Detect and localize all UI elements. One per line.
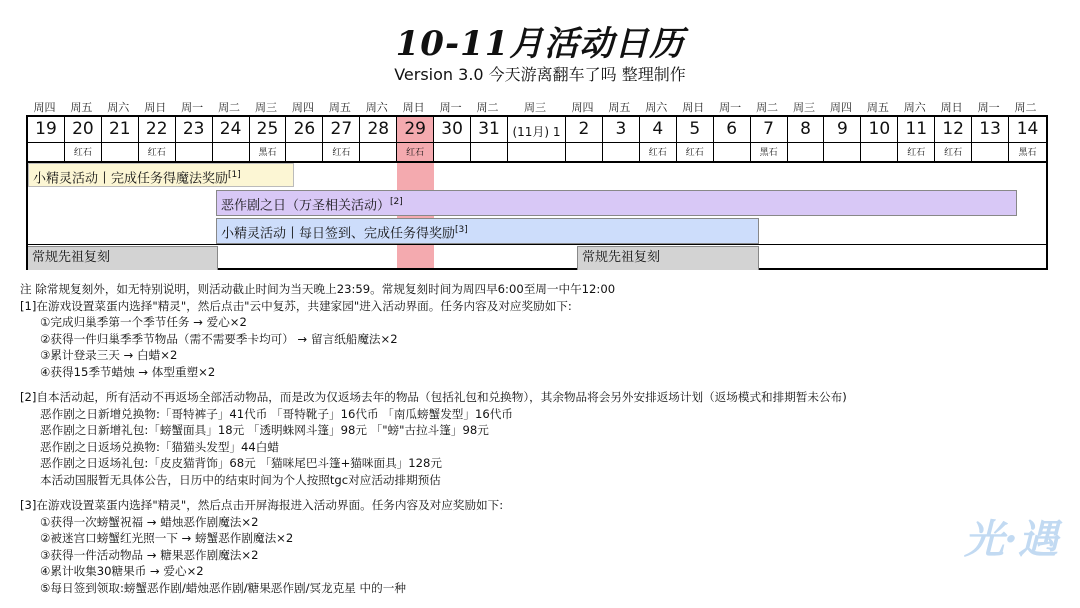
weekday-label: 周一	[977, 101, 1000, 114]
date-number: 2	[578, 119, 590, 139]
page-title: 10-11月活动日历	[395, 24, 685, 64]
note-1-item: ①完成归巢季第一个季节任务 → 爱心×2	[40, 315, 247, 329]
event-label: 常规先祖复刻	[32, 250, 111, 265]
date-number: 14	[1016, 119, 1039, 139]
date-number: 27	[330, 119, 353, 139]
note-1-item: ④获得15季节蜡烛 → 体型重塑×2	[40, 364, 216, 379]
event-label: 恶作剧之日（万圣相关活动）	[221, 198, 391, 214]
footnote-ref: [1]	[228, 170, 241, 180]
date-cell	[28, 117, 65, 161]
footnote-ref: [3]	[455, 225, 468, 235]
note-1-item: ②获得一件归巢季季节物品（需不需要季卡均可） → 留言纸船魔法×2	[40, 331, 398, 346]
date-number: 24	[219, 119, 242, 139]
event-label: 小精灵活动丨完成任务得魔法奖励	[33, 171, 229, 187]
date-number: 12	[942, 119, 964, 139]
date-cell	[434, 117, 471, 161]
date-cell	[824, 117, 861, 161]
note-3-item: ②被迷宫口螃蟹红光照一下 → 螃蟹恶作剧魔法×2	[40, 531, 294, 545]
date-number: 31	[478, 119, 500, 139]
stone-label: 红石	[944, 148, 963, 158]
date-number: 21	[108, 119, 131, 139]
date-cell	[286, 117, 323, 161]
note-2-item: 恶作剧之日新增礼包:「螃蟹面具」18元 「透明蛛网斗篷」98元 「"螃"古拉斗篷」98元	[40, 423, 489, 437]
date-number: 26	[293, 119, 316, 139]
date-number: 19	[35, 119, 57, 139]
date-number: 11	[905, 119, 928, 139]
date-cell	[250, 117, 287, 161]
row-divider	[28, 244, 1046, 245]
date-number: 8	[800, 119, 811, 139]
event-bar-elf-2	[216, 218, 759, 244]
date-cell	[566, 117, 603, 161]
date-cell	[898, 117, 935, 161]
event-bar-elf-1	[28, 163, 294, 187]
notes-intro: 注 除常规复刻外，如无特别说明，则活动截止时间为当天晚上23:59。常规复刻时间为周四早6:00至周一中午12:00	[20, 282, 616, 296]
notes-section	[20, 281, 1060, 596]
note-2-item: 恶作剧之日新增兑换物:「哥特裤子」41代币 「哥特靴子」16代币 「南瓜螃蟹发型」16代币	[40, 406, 513, 421]
date-cell	[677, 117, 714, 161]
date-cell	[935, 117, 972, 161]
date-number: 9	[837, 119, 848, 139]
note-2-item: 恶作剧之日返场兑换物:「猫猫头发型」44白蜡	[40, 439, 279, 454]
date-number: 30	[441, 119, 463, 139]
stone-label: 红石	[406, 148, 425, 158]
note-3-item: ③获得一件活动物品 → 糖果恶作剧魔法×2	[40, 547, 259, 562]
note-2-item: 本活动国服暂无具体公告，日历中的结束时间为个人按照tgc对应活动排期预估	[40, 472, 441, 487]
date-number: 5	[689, 119, 701, 139]
date-cell	[603, 117, 640, 161]
weekday-label: 周三	[792, 101, 815, 114]
date-cell	[360, 117, 397, 161]
stone-label: 红石	[73, 148, 92, 158]
date-number: 10	[868, 119, 891, 139]
note-3-item: ⑤每日签到领取:螃蟹恶作剧/蜡烛恶作剧/糖果恶作剧/冥龙克星 中的一种	[40, 580, 406, 595]
date-cell	[640, 117, 677, 161]
stone-label: 红石	[685, 148, 704, 158]
date-number: 29	[404, 119, 426, 139]
weekday-label: 周日	[940, 101, 963, 114]
date-number: 13	[979, 119, 1001, 139]
stone-label: 红石	[907, 148, 926, 158]
weekday-label: 周二	[1014, 101, 1037, 114]
date-cell	[1009, 117, 1046, 161]
date-number: 28	[367, 119, 390, 139]
weekday-label: 周一	[719, 101, 742, 114]
date-number: 25	[256, 119, 279, 139]
weekday-label: 周五	[866, 101, 889, 114]
date-cell	[323, 117, 360, 161]
date-number: 3	[615, 119, 627, 139]
weekday-label: 周日	[402, 101, 425, 114]
stone-label: 红石	[147, 148, 166, 158]
weekday-label: 周二	[218, 101, 241, 114]
weekday-label: 周五	[70, 101, 93, 114]
stone-label: 红石	[648, 148, 667, 158]
date-cell	[861, 117, 898, 161]
weekday-label: 周六	[107, 101, 130, 114]
date-cell	[397, 117, 434, 161]
weekday-label: 周日	[144, 101, 167, 114]
note-3-item: ④累计收集30糖果币 → 爱心×2	[40, 564, 204, 578]
note-3-title: [3]在游戏设置菜蛋内选择"精灵"，然后点击开屏海报进入活动界面。任务内容及对应奖励如下:	[20, 498, 504, 512]
weekday-label: 周日	[682, 101, 705, 114]
watermark-logo: 光·遇	[964, 516, 1058, 563]
date-cell	[471, 117, 508, 161]
date-number: 23	[182, 119, 205, 139]
date-cell	[102, 117, 139, 161]
page-subtitle: Version 3.0 今天游离翻车了吗 整理制作	[394, 65, 686, 84]
date-number: 7	[763, 119, 774, 139]
weekday-label: 周五	[328, 101, 351, 114]
event-bar-rerun-1	[28, 246, 218, 270]
note-2-item: 恶作剧之日返场礼包:「皮皮猫背饰」68元 「猫咪尾巴斗篷+猫咪面具」128元	[40, 456, 443, 470]
date-cell	[65, 117, 102, 161]
date-number: 4	[652, 119, 664, 139]
date-cell	[788, 117, 825, 161]
weekday-label: 周一	[181, 101, 204, 114]
weekday-label: 周五	[608, 101, 631, 114]
stone-label: 红石	[332, 148, 351, 158]
weekday-label: 周六	[903, 101, 926, 114]
event-bar-rerun-2	[577, 246, 759, 270]
date-cell	[508, 117, 566, 161]
date-number: 20	[72, 119, 94, 139]
date-cell	[972, 117, 1009, 161]
weekday-label: 周六	[645, 101, 668, 114]
weekday-label: 周四	[571, 101, 594, 114]
note-1-title: [1]在游戏设置菜蛋内选择"精灵"，然后点击"云中复苏，共建家园"进入活动界面。任务内容及对应奖励如下:	[20, 298, 572, 313]
weekday-label: 周四	[291, 101, 314, 114]
event-label: 小精灵活动丨每日签到、完成任务得奖励	[221, 226, 456, 242]
stone-label: 黑石	[1018, 148, 1037, 158]
date-number: 6	[726, 119, 738, 139]
event-bar-prank-day	[216, 190, 1017, 216]
note-3-item: ①获得一次螃蟹祝福 → 蜡烛恶作剧魔法×2	[40, 514, 259, 529]
date-number: (11月) 1	[512, 125, 561, 139]
calendar-grid	[26, 115, 1048, 270]
note-1-item: ③累计登录三天 → 白蜡×2	[40, 348, 178, 362]
stone-label: 黑石	[759, 148, 778, 158]
date-cell	[213, 117, 250, 161]
weekday-label: 周三	[524, 101, 546, 114]
date-cell	[751, 117, 788, 161]
date-number: 22	[145, 119, 168, 139]
note-2-title: [2]自本活动起，所有活动不再返场全部活动物品，而是改为仅返场去年的物品（包括礼包和兑换物），其余物品将会另外安排返场计划（返场模式和排期暂未公布)	[20, 390, 847, 404]
weekday-label: 周四	[829, 101, 852, 114]
date-cell	[176, 117, 213, 161]
weekday-label: 周二	[476, 101, 499, 114]
stone-label: 黑石	[258, 148, 277, 158]
weekday-label: 周六	[365, 101, 388, 114]
event-label: 常规先祖复刻	[582, 250, 661, 265]
weekday-label: 周二	[756, 101, 779, 114]
date-cell	[714, 117, 751, 161]
footnote-ref: [2]	[390, 197, 403, 207]
weekday-label: 周一	[439, 101, 462, 114]
date-cell	[139, 117, 176, 161]
weekday-label: 周四	[33, 101, 56, 114]
weekday-label: 周三	[254, 101, 277, 114]
